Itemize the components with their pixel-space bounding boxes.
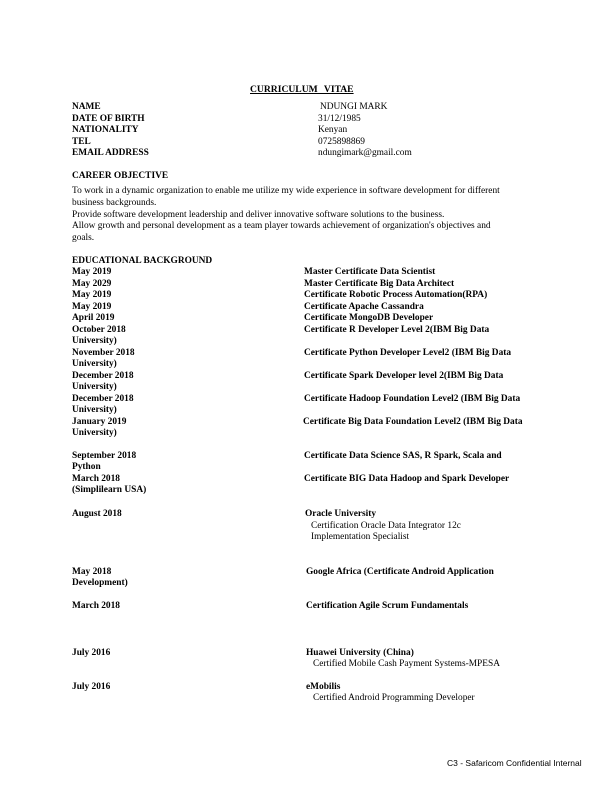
edu-date: December 2018: [72, 371, 134, 381]
edu-title: Certification Agile Scrum Fundamentals: [306, 601, 469, 611]
nationality-label: NATIONALITY: [72, 125, 139, 135]
name-label: NAME: [72, 102, 101, 112]
edu-date: December 2018: [72, 394, 134, 404]
edu-date: May 2029: [72, 279, 112, 289]
edu-title: Certificate Apache Cassandra: [304, 302, 424, 312]
edu-title-cont: University): [72, 428, 117, 438]
tel-label: TEL: [72, 137, 91, 147]
career-line: Provide software development leadership and deliver innovative software solutions to the business.: [72, 210, 445, 220]
edu-title: Certificate Spark Developer level 2(IBM Big Data: [304, 371, 504, 381]
dob-label: DATE OF BIRTH: [72, 114, 145, 124]
edu-title: Master Certificate Data Scientist: [304, 267, 436, 277]
edu-date: November 2018: [72, 348, 135, 358]
edu-date: May 2018: [72, 567, 112, 577]
edu-title: Certificate Big Data Foundation Level2 (IBM Big Data: [303, 417, 523, 427]
edu-date: March 2018: [72, 601, 120, 611]
edu-detail: Certification Oracle Data Integrator 12c: [311, 521, 461, 531]
edu-title: Master Certificate Big Data Architect: [304, 279, 455, 289]
edu-title-cont: University): [72, 405, 117, 415]
career-line: To work in a dynamic organization to enable me utilize my wide experience in software development for different: [72, 186, 500, 196]
edu-date: May 2019: [72, 267, 112, 277]
email-label: EMAIL ADDRESS: [72, 148, 149, 158]
career-line: Allow growth and personal development as a team player towards achievement of organization's objectives and: [72, 221, 491, 231]
name-value: NDUNGI MARK: [320, 102, 388, 112]
edu-title: Huawei University (China): [306, 648, 414, 658]
dob-value: 31/12/1985: [318, 114, 361, 124]
edu-date: April 2019: [72, 313, 115, 323]
edu-title: Certificate R Developer Level 2(IBM Big Data: [304, 325, 490, 335]
edu-date: July 2016: [72, 648, 111, 658]
edu-title: Google Africa (Certificate Android Application: [306, 567, 494, 577]
edu-date: July 2016: [72, 682, 111, 692]
document-title: CURRICULUM VITAE: [250, 84, 354, 95]
career-heading: CAREER OBJECTIVE: [72, 171, 169, 181]
edu-title: Certificate Data Science SAS, R Spark, Scala and: [304, 451, 502, 461]
edu-title-cont: University): [72, 382, 117, 392]
edu-title: Certificate Robotic Process Automation(RPA): [304, 290, 488, 300]
email-value: ndungimark@gmail.com: [318, 148, 412, 158]
edu-title: Certificate MongoDB Developer: [304, 313, 434, 323]
edu-date: October 2018: [72, 325, 126, 335]
edu-date: January 2019: [72, 417, 127, 427]
edu-date: May 2019: [72, 302, 112, 312]
edu-detail: Implementation Specialist: [311, 532, 410, 542]
career-line: business backgrounds.: [72, 198, 157, 208]
edu-title: Oracle University: [305, 509, 377, 519]
edu-title-cont: University): [72, 336, 117, 346]
edu-title-cont: Development): [72, 578, 128, 588]
career-line: goals.: [72, 233, 95, 243]
edu-title: Certificate BIG Data Hadoop and Spark Developer: [304, 474, 510, 484]
edu-detail: Certified Mobile Cash Payment Systems-MPESA: [313, 659, 500, 669]
edu-detail: Certified Android Programming Developer: [313, 693, 475, 703]
edu-date: May 2019: [72, 290, 112, 300]
edu-title: eMobilis: [306, 682, 341, 692]
edu-title: Certificate Hadoop Foundation Level2 (IBM Big Data: [304, 394, 521, 404]
edu-date: August 2018: [72, 509, 122, 519]
confidentiality-footer: C3 - Safaricom Confidential Internal: [447, 758, 582, 768]
edu-date: September 2018: [72, 451, 137, 461]
education-heading: EDUCATIONAL BACKGROUND: [72, 256, 213, 266]
edu-title-cont: Python: [72, 462, 101, 472]
tel-value: 0725898869: [318, 137, 365, 147]
edu-title: Certificate Python Developer Level2 (IBM Big Data: [304, 348, 512, 358]
edu-title-cont: University): [72, 359, 117, 369]
nationality-value: Kenyan: [318, 125, 348, 135]
edu-title-cont: (Simplilearn USA): [72, 485, 147, 495]
edu-date: March 2018: [72, 474, 120, 484]
